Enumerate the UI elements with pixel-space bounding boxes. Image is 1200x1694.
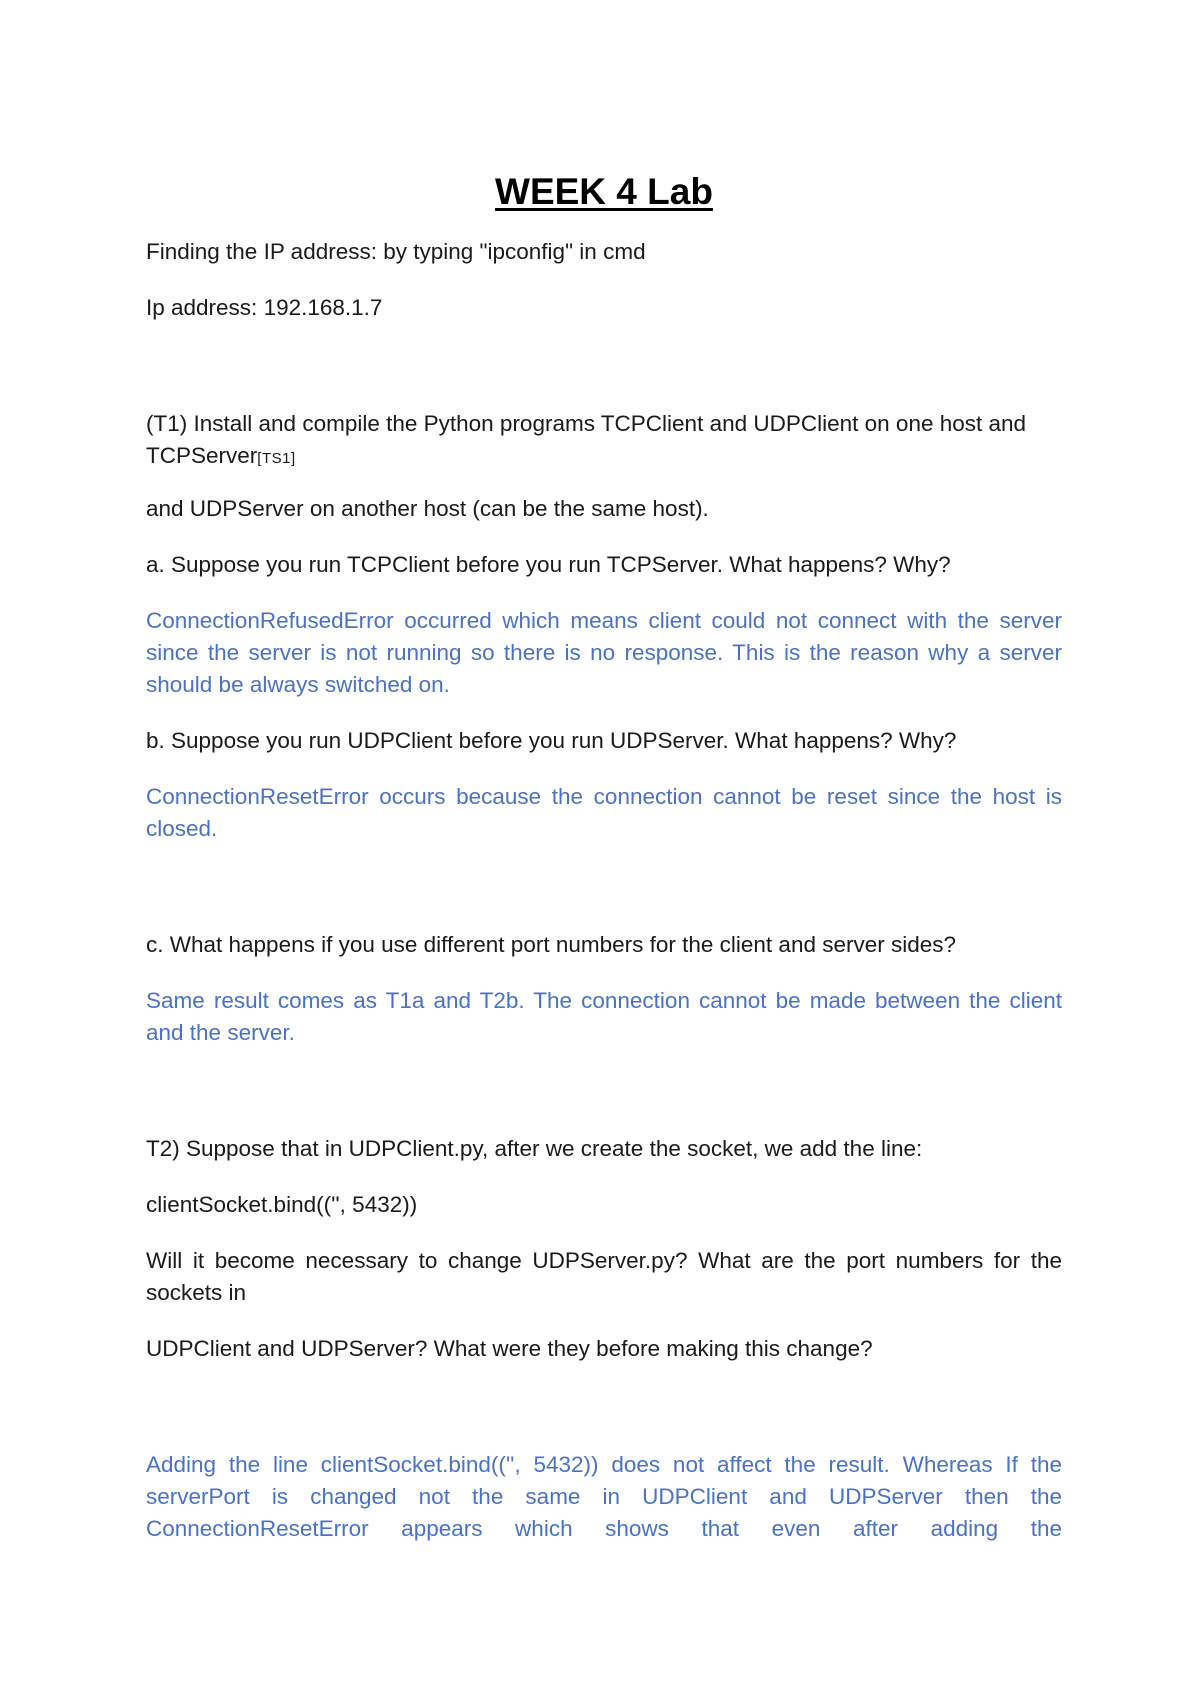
comment-marker[interactable]: [TS1] [257,450,296,468]
spacer [146,1073,1062,1133]
page-title: WEEK 4 Lab [495,171,713,212]
t1-question-continued: and UDPServer on another host (can be the same host). [146,496,709,522]
t2-code-line: clientSocket.bind(('', 5432)) [146,1192,418,1218]
t1b-answer: ConnectionResetError occurs because the connection cannot be reset since the host is closed. [146,784,1062,842]
t1c-answer: Same result comes as T1a and T2b. The connection cannot be made between the client and the server. [146,988,1062,1046]
ip-address-text: Ip address: 192.168.1.7 [146,295,383,321]
t2-question: T2) Suppose that in UDPClient.py, after we create the socket, we add the line: [146,1136,923,1162]
t2-answer: Adding the line clientSocket.bind(('', 5432)) does not affect the result. Whereas If the serverPort is changed not the same in UDPClient and UDPServer then the ConnectionResetError appears which shows that even after adding the [146,1452,1062,1542]
t1c-question: c. What happens if you use different port numbers for the client and server sides? [146,932,957,958]
t1a-answer: ConnectionRefusedError occurred which means client could not connect with the server since the server is not running so there is no response. This is the reason why a server should be always switched on. [146,608,1062,698]
spacer [146,869,1062,929]
spacer [146,348,1062,408]
spacer [146,1389,1062,1449]
t1-question-line1: (T1) Install and compile the Python programs TCPClient and UDPClient on one host and TCPServer [146,411,1027,469]
t1-question [146,408,1062,475]
t2-question2: Will it become necessary to change UDPServer.py? What are the port numbers for the sockets in [146,1248,1062,1306]
t2-question3: UDPClient and UDPServer? What were they before making this change? [146,1336,873,1362]
finding-ip-text: Finding the IP address: by typing "ipconfig" in cmd [146,239,646,265]
t1a-question: a. Suppose you run TCPClient before you run TCPServer. What happens? Why? [146,552,951,578]
document-content [146,170,1062,1569]
t1b-question: b. Suppose you run UDPClient before you run UDPServer. What happens? Why? [146,728,957,754]
